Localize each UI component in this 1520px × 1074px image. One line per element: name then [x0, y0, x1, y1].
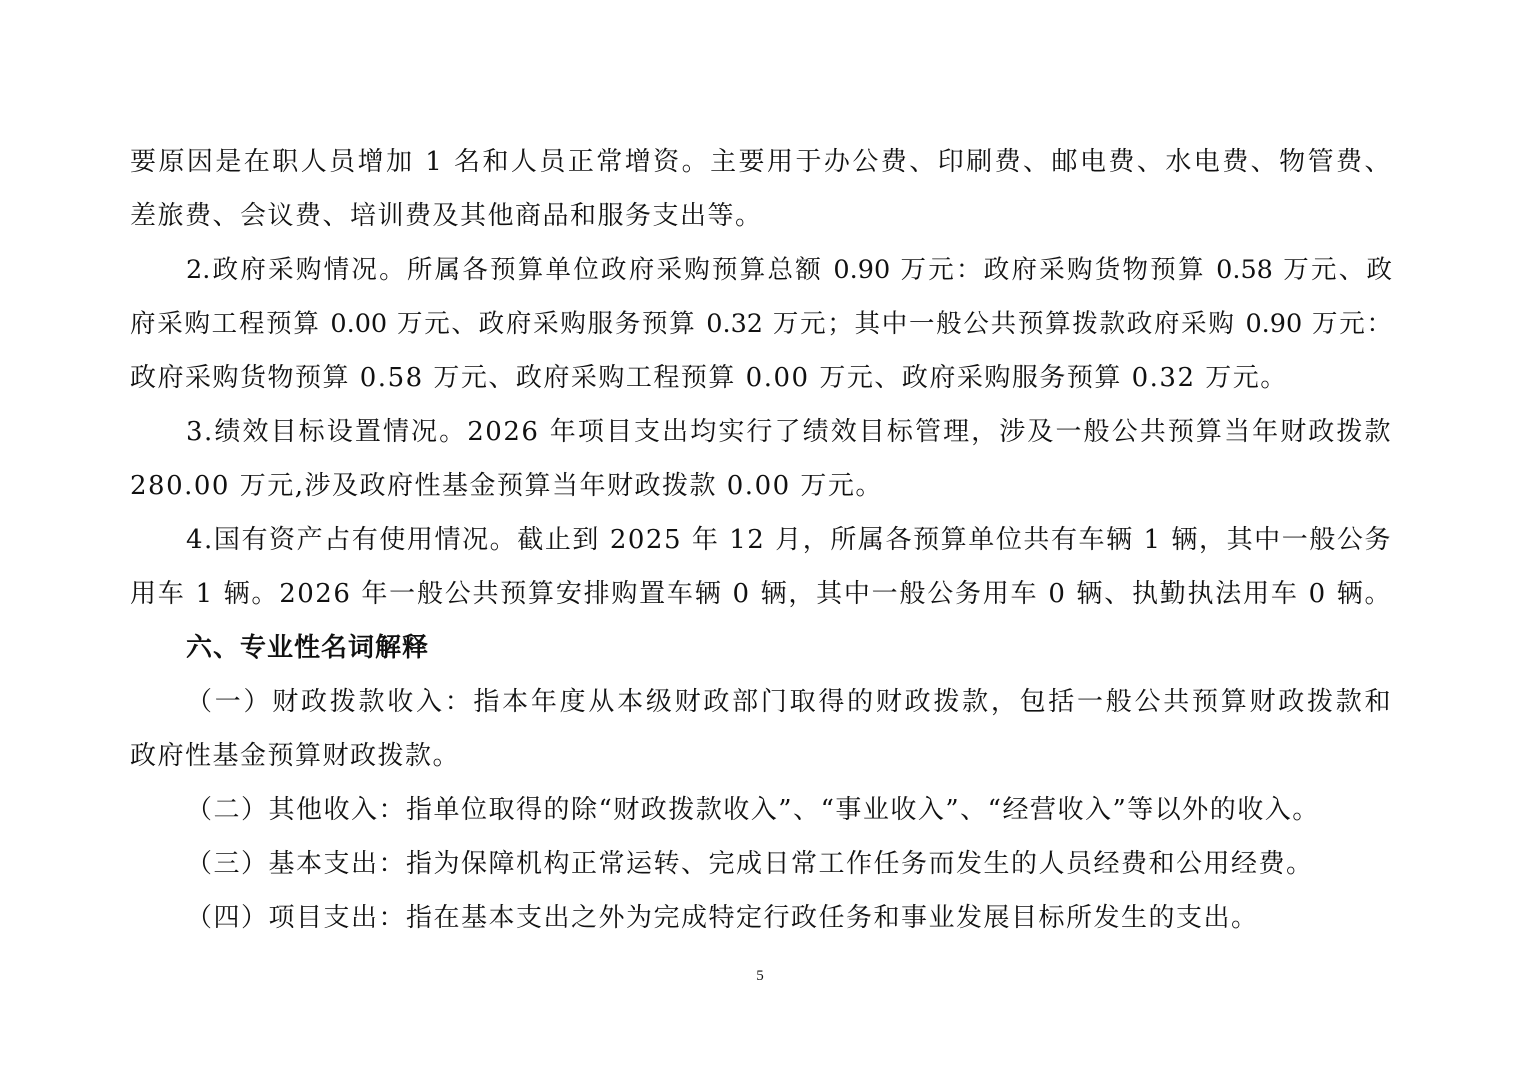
paragraph-line: 4.国有资产占有使用情况。截止到 2025 年 12 月，所属各预算单位共有车辆 1 辆，其中一般公务 [186, 525, 1392, 555]
paragraph-line: 2.政府采购情况。所属各预算单位政府采购预算总额 0.90 万元：政府采购货物预算 0.58 万元、政 [186, 255, 1392, 285]
page-number: 5 [756, 968, 764, 984]
paragraph-line: 府采购工程预算 0.00 万元、政府采购服务预算 0.32 万元；其中一般公共预算拨款政府采购 0.90 万元： [130, 309, 1392, 339]
paragraph-line: 政府性基金预算财政拨款。 [130, 741, 461, 771]
paragraph-line: 3.绩效目标设置情况。2026 年项目支出均实行了绩效目标管理，涉及一般公共预算当年财政拨款 [186, 417, 1392, 447]
paragraph-line: 差旅费、会议费、培训费及其他商品和服务支出等。 [130, 201, 763, 231]
section-heading: 六、专业性名词解释 [186, 633, 430, 663]
paragraph-line: 用车 1 辆。2026 年一般公共预算安排购置车辆 0 辆，其中一般公务用车 0 辆、执勤执法用车 0 辆。 [130, 579, 1393, 609]
paragraph-line: （二）其他收入：指单位取得的除“财政拨款收入”、“事业收入”、“经营收入”等以外的收入。 [186, 795, 1320, 825]
paragraph-line: 280.00 万元,涉及政府性基金预算当年财政拨款 0.00 万元。 [130, 471, 883, 501]
paragraph-line: （三）基本支出：指为保障机构正常运转、完成日常工作任务而发生的人员经费和公用经费。 [186, 849, 1314, 879]
paragraph-line: 要原因是在职人员增加 1 名和人员正常增资。主要用于办公费、印刷费、邮电费、水电费、物管费、 [130, 147, 1392, 177]
paragraph-line: （四）项目支出：指在基本支出之外为完成特定行政任务和事业发展目标所发生的支出。 [186, 903, 1259, 933]
paragraph-line: 政府采购货物预算 0.58 万元、政府采购工程预算 0.00 万元、政府采购服务预算 0.32 万元。 [130, 363, 1288, 393]
paragraph-line: （一）财政拨款收入：指本年度从本级财政部门取得的财政拨款，包括一般公共预算财政拨款和 [186, 687, 1392, 717]
